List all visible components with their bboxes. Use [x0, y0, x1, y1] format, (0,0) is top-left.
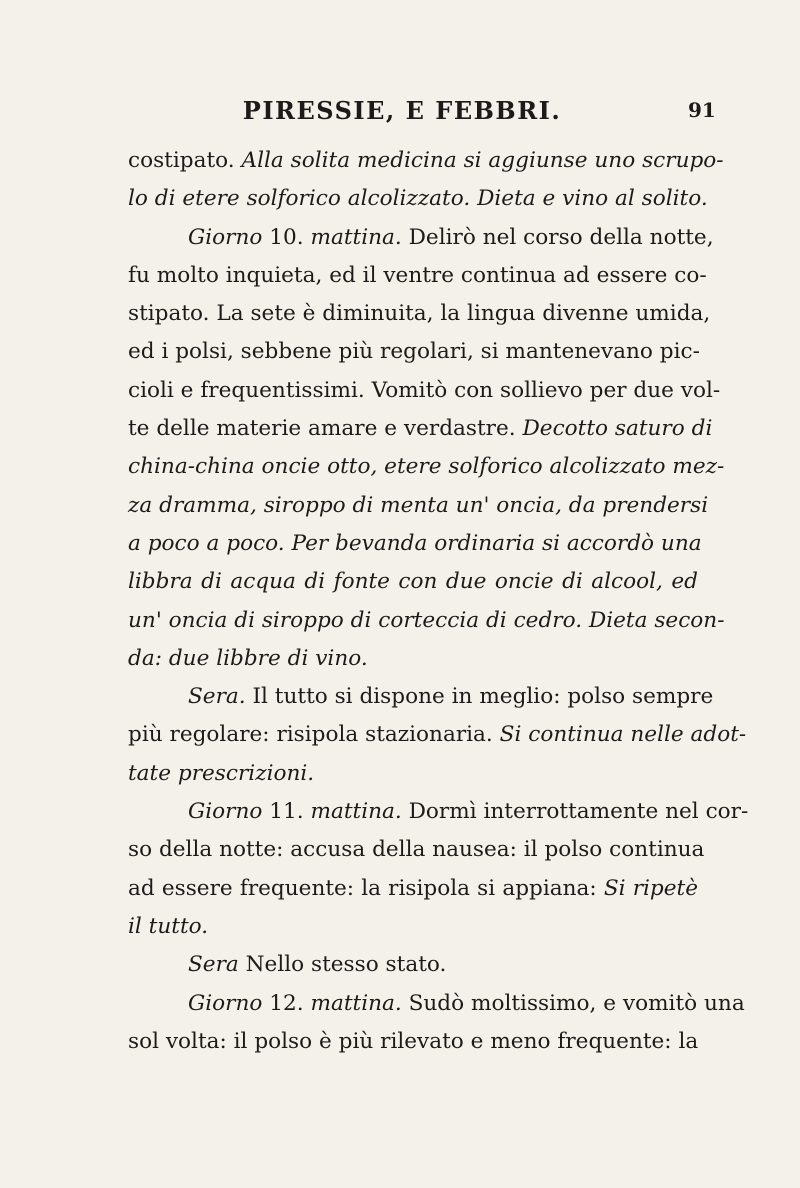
italic-text-segment: tate prescrizioni.	[128, 760, 315, 786]
text-segment: te delle materie amare e verdastre.	[128, 416, 523, 442]
text-segment: 12.	[269, 990, 311, 1016]
text-segment: 11.	[269, 799, 311, 825]
text-line	[128, 755, 698, 793]
italic-text-segment: a poco a poco. Per bevanda ordinaria si accordò una	[128, 530, 702, 556]
text-line	[128, 831, 705, 869]
italic-text-segment: Sera.	[188, 684, 253, 710]
text-line	[128, 219, 714, 257]
text-segment: Il tutto si dispone in meglio: polso sempre	[252, 684, 714, 710]
text-line	[128, 142, 724, 180]
text-line	[128, 985, 745, 1023]
text-segment: Dormì interrottamente nel cor-	[408, 799, 749, 825]
text-segment: Sudò moltissimo, e vomitò una	[408, 990, 745, 1016]
running-title: PIRESSIE, E FEBBRI.	[242, 96, 562, 125]
text-line	[128, 1023, 698, 1061]
italic-text-segment: Decotto saturo di	[522, 416, 713, 442]
text-line	[128, 180, 708, 218]
italic-text-segment: Giorno	[188, 799, 270, 825]
italic-text-segment: il tutto.	[128, 913, 209, 939]
text-line	[128, 487, 709, 525]
text-line	[128, 946, 698, 984]
page-number: 91	[688, 98, 716, 122]
text-line	[128, 908, 698, 946]
text-line	[128, 602, 725, 640]
text-line	[128, 563, 698, 601]
text-segment: ed i polsi, sebbene più regolari, si mantenevano pic-	[128, 339, 700, 365]
text-segment: 10.	[269, 224, 311, 250]
text-segment: Delirò nel corso della notte,	[408, 224, 714, 250]
text-segment: sol volta: il polso è più rilevato e meno frequente: la	[128, 1028, 699, 1054]
italic-text-segment: za dramma, siroppo di menta un' oncia, da prendersi	[128, 492, 709, 518]
italic-text-segment: mattina.	[310, 799, 409, 825]
text-line	[128, 372, 721, 410]
text-line	[128, 525, 702, 563]
italic-text-segment: Sera	[188, 952, 246, 978]
text-segment: costipato.	[128, 148, 242, 173]
italic-text-segment: mattina.	[310, 224, 409, 250]
text-line	[128, 870, 698, 908]
text-line	[128, 333, 698, 371]
italic-text-segment: libbra di acqua di fonte con due oncie di alcool, ed	[128, 569, 698, 595]
text-line	[128, 716, 747, 754]
italic-text-segment: lo di etere solforico alcolizzato. Dieta e vino al solito.	[128, 186, 708, 212]
text-segment: cioli e frequentissimi. Vomitò con sollievo per due vol-	[128, 377, 721, 403]
text-segment: Nello stesso stato.	[245, 952, 447, 978]
body-text	[128, 142, 749, 1061]
page-header	[0, 96, 800, 136]
text-line	[128, 640, 698, 678]
italic-text-segment: Alla solita medicina si aggiunse uno scrupo-	[241, 148, 724, 173]
italic-text-segment: china-china oncie otto, etere solforico alcolizzato mez-	[128, 454, 725, 480]
text-segment: più regolare: risipola stazionaria.	[128, 722, 500, 748]
italic-text-segment: Giorno	[188, 990, 270, 1016]
italic-text-segment: mattina.	[310, 990, 409, 1016]
italic-text-segment: Si continua nelle adot-	[499, 722, 747, 748]
text-segment: stipato. La sete è diminuita, la lingua divenne umida,	[128, 301, 711, 327]
italic-text-segment: Giorno	[188, 224, 270, 250]
text-segment: fu molto inquieta, ed il ventre continua ad essere co-	[128, 262, 707, 288]
text-line	[128, 678, 714, 716]
text-line	[128, 793, 749, 831]
text-segment: ad essere frequente: la risipola si appiana:	[128, 875, 604, 901]
text-segment: so della notte: accusa della nausea: il polso continua	[128, 837, 705, 863]
italic-text-segment: da: due libbre di vino.	[128, 645, 368, 671]
text-line	[128, 295, 711, 333]
italic-text-segment: un' oncia di siroppo di corteccia di cedro. Dieta secon-	[128, 607, 725, 633]
text-line	[128, 448, 725, 486]
italic-text-segment: Si ripetè	[603, 875, 698, 901]
text-line	[128, 257, 707, 295]
text-line	[128, 410, 713, 448]
